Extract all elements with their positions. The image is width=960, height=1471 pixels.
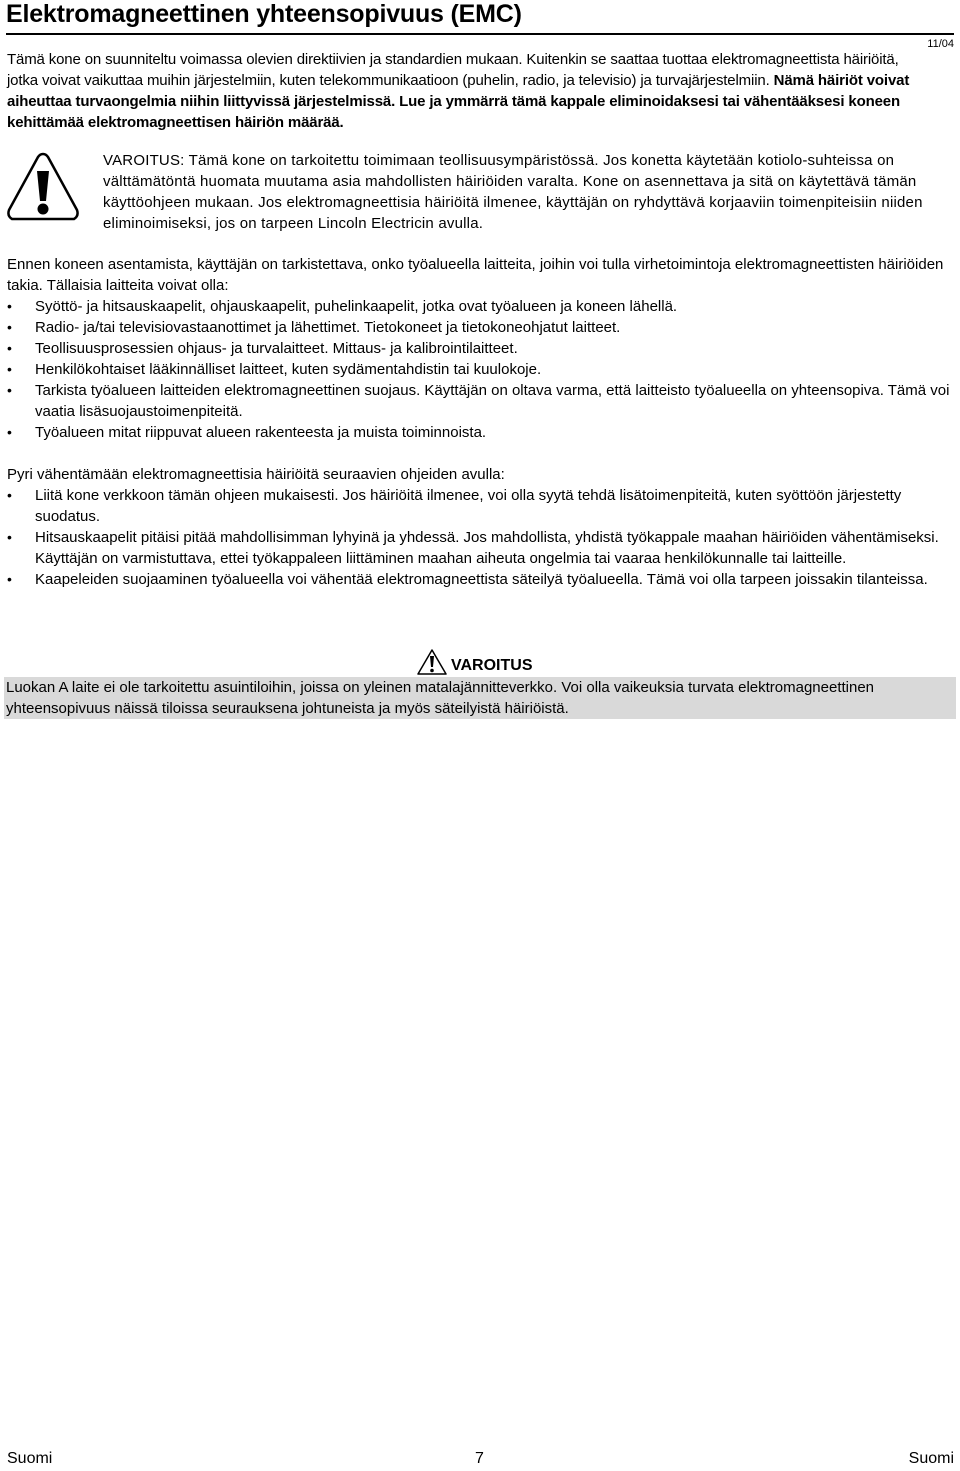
list-item: • Teollisuusprosessien ohjaus- ja turvalaitteet. Mittaus- ja kalibrointilaitteet.: [7, 340, 518, 357]
page-title: Elektromagneettinen yhteensopivuus (EMC): [6, 0, 522, 28]
reduction-lead: Pyri vähentämään elektromagneettisia häiriöitä seuraavien ohjeiden avulla:: [7, 466, 505, 483]
warning-small-icon: [417, 649, 447, 675]
intro-bold-text: Nämä häiriöt voivat aiheuttaa turvaongelmia niihin liittyvissä järjestelmissä. Lue ja ymmärrä tämä kappale eliminoidaksesi tai vähentääksesi koneen kehittämää elektromagneettisen häiriön määrää.: [7, 72, 910, 131]
warning-paragraph: VAROITUS: Tämä kone on tarkoitettu toimimaan teollisuusympäristössä. Jos konetta käytetään kotiolo-suhteissa on välttämätöntä huomata muutama asia mahdollisten häiriöiden varalta. Kone on asennettava ja sitä on käytettävä tämän käyttöohjeen mukaan. Jos elektromagneettisia häiriöitä ilmenee, käyttäjän on ryhdyttävä korjaaviin toimenpiteisiin niiden eliminoimiseksi, jos on tarpeen Lincoln Electricin avulla.: [103, 152, 923, 232]
bullet-icon: •: [7, 340, 12, 356]
title-underline: [6, 33, 954, 35]
bullet-icon: •: [7, 571, 12, 587]
list-item: • Liitä kone verkkoon tämän ohjeen mukaisesti. Jos häiriöitä ilmenee, voi olla syytä tehdä lisätoimenpiteitä, kuten syöttöön järjestetty suodatus.: [7, 487, 902, 525]
list-item: • Kaapeleiden suojaaminen työalueella voi vähentää elektromagneettista säteilyä työalueella. Tämä voi olla tarpeen joissakin tilanteissa.: [7, 571, 928, 588]
devices-lead: Ennen koneen asentamista, käyttäjän on tarkistettava, onko työalueella laitteita, joihin voi tulla virhetoimintoja elektromagneettisten häiriöiden takia. Tällaisia laitteita voivat olla:: [7, 256, 944, 294]
warning-triangle-icon: [6, 151, 80, 223]
bullet-icon: •: [7, 298, 12, 314]
list-item: • Hitsauskaapelit pitäisi pitää mahdollisimman lyhyinä ja yhdessä. Jos mahdollista, yhdistä työkappale maahan häiriöiden vähentämiseksi. Käyttäjän on varmistuttava, ettei työkappaleen liittäminen maahan aiheuta ongelmia tai vaaraa henkilökunnalle tai laitteille.: [7, 529, 939, 567]
footer-language-right: Suomi: [908, 1450, 954, 1467]
final-warning-heading: [0, 648, 960, 678]
final-warning-text: Luokan A laite ei ole tarkoitettu asuintiloihin, joissa on yleinen matalajännitteverkko. Voi olla vaikeuksia turvata elektromagneettinen yhteensopivuus näissä tiloissa seurauksena johtuneista ja myös säteilyistä häiriöistä.: [4, 677, 956, 719]
bullet-icon: •: [7, 319, 12, 335]
final-warning-label: VAROITUS: [451, 657, 533, 674]
list-item: • Työalueen mitat riippuvat alueen rakenteesta ja muista toiminnoista.: [7, 424, 487, 441]
list-item: • Henkilökohtaiset lääkinnälliset laitteet, kuten sydämentahdistin tai kuulokoje.: [7, 361, 542, 378]
reduction-section: [7, 464, 955, 590]
list-item: • Syöttö- ja hitsauskaapelit, ohjauskaapelit, puhelinkaapelit, jotka ovat työalueen ja koneen lähellä.: [7, 298, 678, 315]
bullet-icon: •: [7, 361, 12, 377]
bullet-icon: •: [7, 529, 12, 545]
page-footer: [7, 1449, 954, 1471]
devices-section: [7, 254, 955, 443]
intro-paragraph: [7, 49, 927, 133]
devices-list: [7, 296, 955, 443]
revision-code: 11/04: [927, 38, 954, 50]
page-number: 7: [475, 1450, 484, 1467]
list-item: • Tarkista työalueen laitteiden elektromagneettinen suojaus. Käyttäjän on oltava varma, että laitteisto työalueella on yhteensopiva. Tämä voi vaatia lisäsuojaustoimenpiteitä.: [7, 382, 950, 420]
footer-language-left: Suomi: [7, 1450, 53, 1467]
bullet-icon: •: [7, 424, 12, 440]
intro-normal-text: Tämä kone on suunniteltu voimassa olevien direktiivien ja standardien mukaan. Kuitenkin se saattaa tuottaa elektromagneettista häiriöitä, jotka voivat vaikuttaa muihin järjestelmiin, kuten telekommunikaatioon (puhelin, radio, ja televisio) ja turvajärjestelmiin.: [7, 51, 899, 89]
list-item: • Radio- ja/tai televisiovastaanottimet ja lähettimet. Tietokoneet ja tietokoneohjatut laitteet.: [7, 319, 621, 336]
bullet-icon: •: [7, 382, 12, 398]
reduction-list: [7, 485, 955, 590]
bullet-icon: •: [7, 487, 12, 503]
